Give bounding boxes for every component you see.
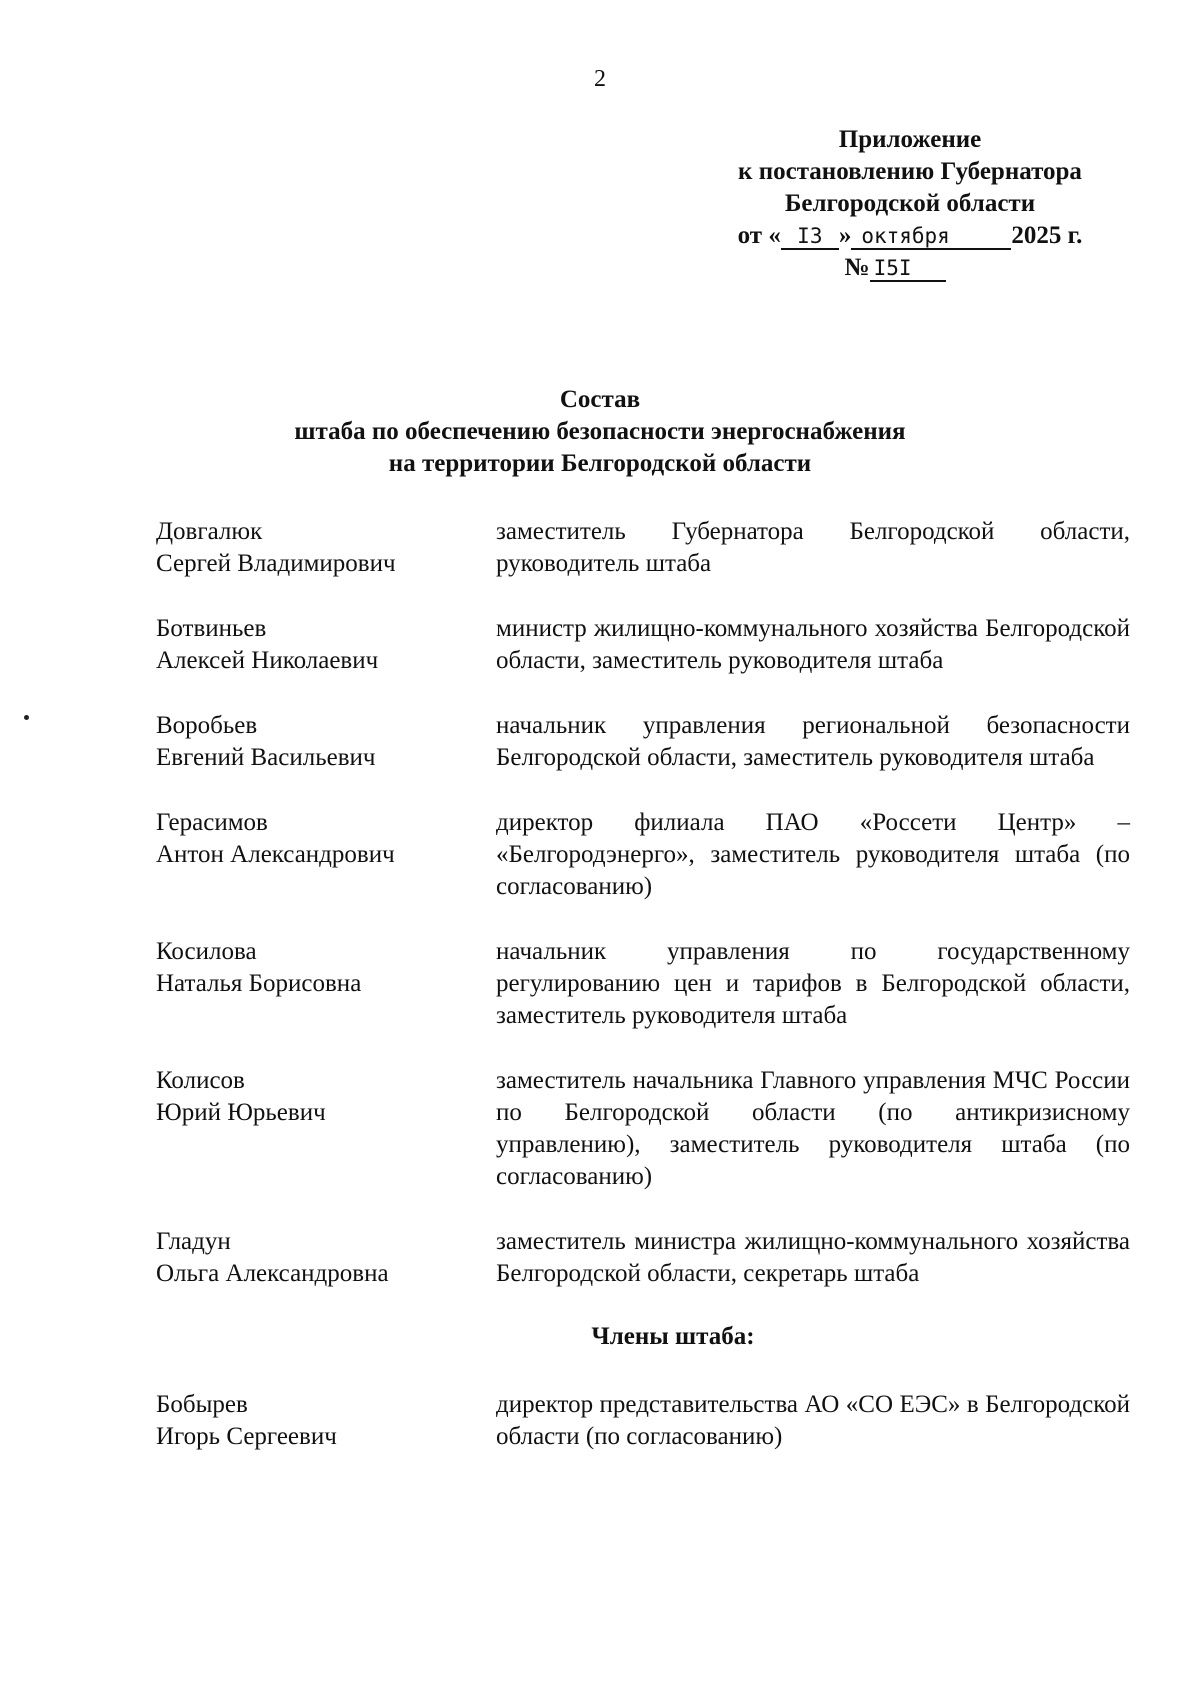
list-item (156, 710, 1130, 774)
surname: Косилова (156, 938, 257, 965)
title-line-3: на территории Белгородской области (388, 450, 812, 477)
surname: Бобырев (156, 1391, 248, 1418)
date-mid: » (838, 222, 852, 249)
surname: Герасимов (156, 809, 268, 836)
appendix-line-region: Белгородской области (784, 190, 1036, 217)
person-name (156, 516, 496, 580)
date-year: 2025 г. (1011, 222, 1083, 249)
given-names: Евгений Васильевич (156, 744, 376, 771)
surname: Довгалюк (156, 518, 263, 545)
scan-speck (24, 715, 29, 720)
person-name (156, 613, 496, 677)
person-name (156, 1226, 496, 1290)
person-role: министр жилищно-коммунального хозяйства Белгородской области, заместитель руководителя штаба (496, 615, 1130, 674)
list-item (156, 807, 1130, 903)
person-role: директор филиала ПАО «Россети Центр» – «Белгородэнерго», заместитель руководителя штаба (по согласованию) (496, 809, 1130, 900)
surname: Ботвиньев (156, 615, 267, 642)
list-item (156, 613, 1130, 677)
person-name (156, 936, 496, 1032)
person-role: начальник управления по государственному регулированию цен и тарифов в Белгородской области, заместитель руководителя штаба (496, 938, 1130, 1029)
person-role: директор представительства АО «СО ЕЭС» в Белгородской области (по согласованию) (496, 1391, 1130, 1450)
person-role: заместитель Губернатора Белгородской области, руководитель штаба (496, 518, 1130, 577)
person-role: заместитель начальника Главного управления МЧС России по Белгородской области (по антикризисному управлению), заместитель руководителя штаба (по согласованию) (496, 1067, 1130, 1190)
staff-list (156, 516, 1130, 1486)
given-names: Антон Александрович (156, 841, 395, 868)
surname: Гладун (156, 1228, 231, 1255)
given-names: Наталья Борисовна (156, 970, 362, 997)
date-prefix: от « (737, 222, 781, 249)
list-item (156, 1389, 1130, 1453)
page-number: 2 (594, 66, 606, 92)
appendix-title: Приложение (838, 126, 982, 153)
appendix-block (700, 124, 1120, 284)
surname: Воробьев (156, 712, 258, 739)
appendix-number-line (700, 252, 1120, 284)
title-line-2: штаба по обеспечению безопасности энергоснабжения (294, 418, 906, 445)
person-role: заместитель министра жилищно-коммунального хозяйства Белгородской области, секретарь штаба (496, 1228, 1130, 1287)
given-names: Игорь Сергеевич (156, 1423, 337, 1450)
surname: Колисов (156, 1067, 245, 1094)
date-day-field: I3 (781, 224, 839, 250)
list-item (156, 1226, 1130, 1290)
person-name (156, 807, 496, 903)
members-heading: Члены штаба: (591, 1323, 755, 1350)
document-title (0, 384, 1200, 480)
person-name (156, 1065, 496, 1193)
person-role: начальник управления региональной безопасности Белгородской области, заместитель руководителя штаба (496, 712, 1130, 771)
date-month-field: октября (851, 224, 1011, 250)
given-names: Юрий Юрьевич (156, 1099, 326, 1126)
person-name (156, 710, 496, 774)
number-prefix: № (844, 254, 870, 281)
title-line-1: Состав (559, 386, 641, 413)
given-names: Алексей Николаевич (156, 647, 379, 674)
person-name (156, 1389, 496, 1453)
decree-number-field: I5I (870, 256, 946, 282)
appendix-line-decree: к постановлению Губернатора (738, 158, 1082, 185)
given-names: Ольга Александровна (156, 1260, 389, 1287)
given-names: Сергей Владимирович (156, 550, 396, 577)
list-item (156, 516, 1130, 580)
list-item (156, 936, 1130, 1032)
list-item (156, 1065, 1130, 1193)
appendix-date-line (700, 220, 1120, 252)
